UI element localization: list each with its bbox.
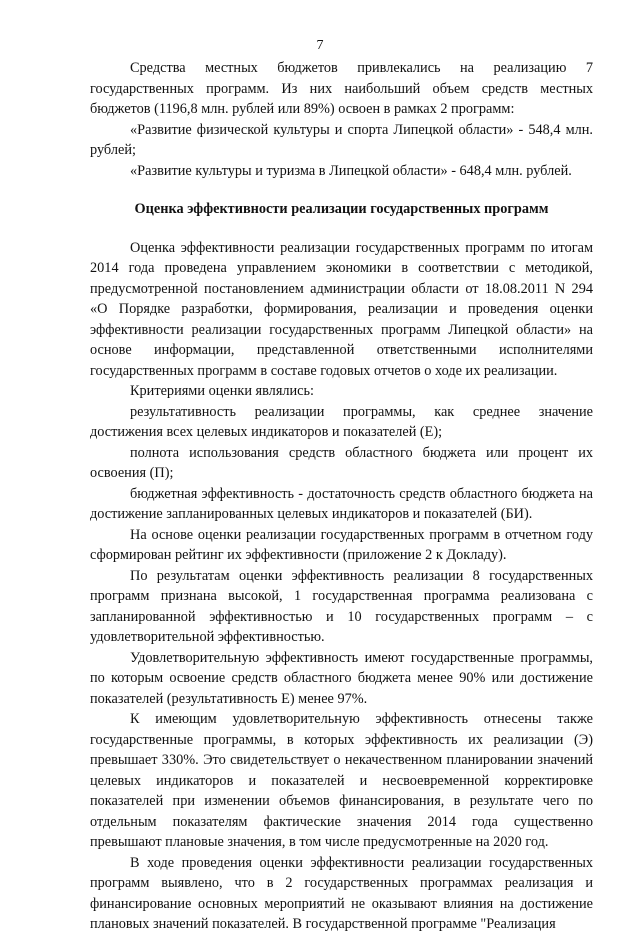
page-number: 7	[316, 38, 324, 53]
paragraph: В ходе проведения оценки эффективности реализации государственных программ выявлено, что в 2 государственных программах реализация и финансирование основных мероприятий не оказывают влияния на достижение плановых значений показателей. В государственной программе "Реализация	[90, 854, 593, 932]
paragraph: результативность реализации программы, как среднее значение достижения всех целевых индикаторов и показателей (Е);	[90, 403, 593, 440]
paragraph: Средства местных бюджетов привлекались на реализацию 7 государственных программ. Из них наибольший объем средств местных бюджетов (1196,8 млн. рублей или 89%) освоен в рамках 2 программ:	[90, 60, 593, 117]
paragraph: полнота использования средств областного бюджета или процент их освоения (П);	[90, 444, 593, 481]
paragraph: На основе оценки реализации государственных программ в отчетном году сформирован рейтинг их эффективности (приложение 2 к Докладу).	[90, 526, 593, 563]
paragraph: «Развитие культуры и туризма в Липецкой области» - 648,4 млн. рублей.	[130, 162, 572, 179]
paragraph: Оценка эффективности реализации государственных программ по итогам 2014 года проведена управлением экономики в соответствии с методикой, предусмотренной постановлением администрации области от 18.08.2011 N 294 «О Порядке разработки, формирования, реализации и проведения оценки эффективности реализации государственных программ Липецкой области» на основе информации, представленной ответственными исполнителями государственных программ в составе годовых отчетов о ходе их реализации.	[90, 239, 593, 379]
section-heading: Оценка эффективности реализации государственных программ	[134, 201, 549, 217]
paragraph: Критериями оценки являлись:	[130, 383, 315, 399]
paragraph: По результатам оценки эффективность реализации 8 государственных программ признана высокой, 1 государственная программа реализована с запланированной эффективностью и 10 государственных программ – с удовлетворительной эффективностью.	[90, 567, 593, 645]
paragraph: бюджетная эффективность - достаточность средств областного бюджета на достижение запланированных целевых индикаторов и показателей (БИ).	[90, 485, 593, 522]
paragraph: «Развитие физической культуры и спорта Липецкой области» - 548,4 млн. рублей;	[90, 121, 593, 158]
paragraph: Удовлетворительную эффективность имеют государственные программы, по которым освоение средств областного бюджета менее 90% или достижение показателей (результативность Е) менее 97%.	[90, 649, 593, 707]
paragraph: К имеющим удовлетворительную эффективность отнесены также государственные программы, в которых эффективность их реализации (Э) превышает 330%. Это свидетельствует о некачественном планировании значений целевых индикаторов и показателей и несвоевременной корректировке показателей при изменении объемов финансирования, в результате чего по отдельным показателям фактические значения 2014 года существенно превышают плановые значения, в том числе предусмотренные на 2020 год.	[90, 711, 593, 850]
document-body	[90, 58, 593, 935]
